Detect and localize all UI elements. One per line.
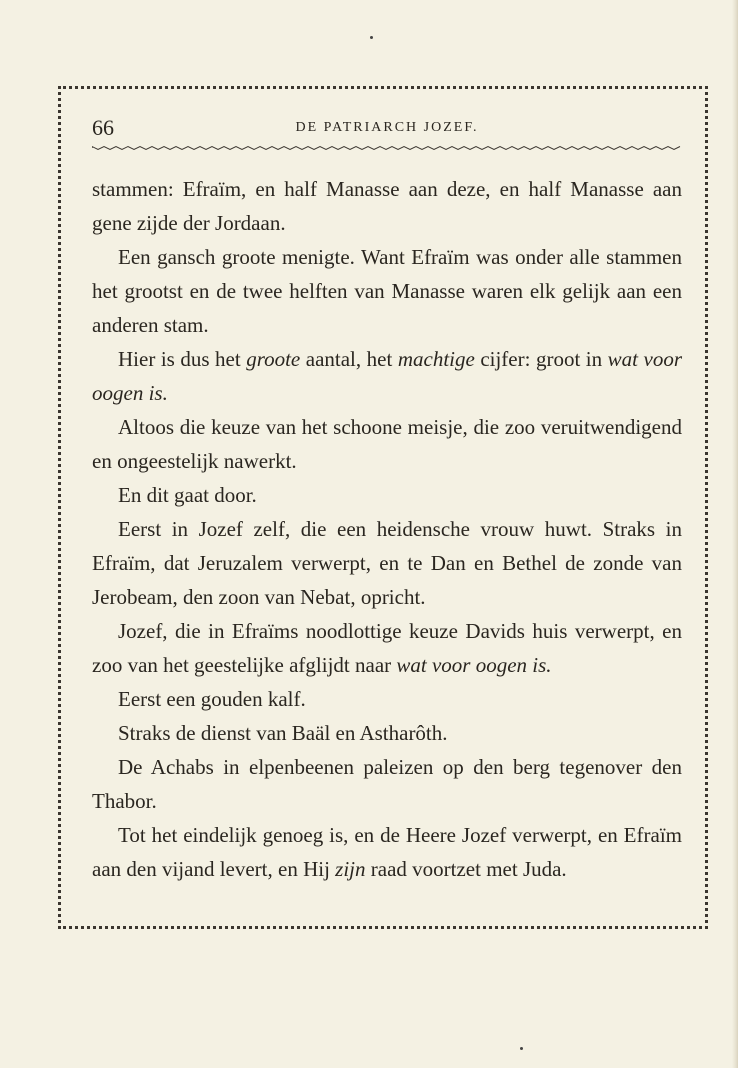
paragraph bbox=[92, 750, 682, 818]
text-run: Tot het eindelijk genoeg is, en de Heere Jozef verwerpt, en Efraïm aan den vijand levert, en Hij bbox=[92, 823, 682, 881]
paragraph bbox=[92, 682, 682, 716]
text-run: Een gansch groote menigte. Want Efraïm was onder alle stammen het grootst en de twee helften van Manasse waren elk gelijk aan een anderen stam. bbox=[92, 245, 682, 337]
text-run: Eerst een gouden kalf. bbox=[118, 687, 306, 711]
paragraph bbox=[92, 342, 682, 410]
paragraph bbox=[92, 478, 682, 512]
text-run: Hier is dus het bbox=[118, 347, 247, 371]
page-number: 66 bbox=[92, 115, 114, 140]
paragraph bbox=[92, 716, 682, 750]
paragraph bbox=[92, 614, 682, 682]
text-run: En dit gaat door. bbox=[118, 483, 257, 507]
paragraph bbox=[92, 240, 682, 342]
running-title: DE PATRIARCH JOZEF. bbox=[295, 120, 479, 135]
paragraph bbox=[92, 172, 682, 240]
page-edge-shadow bbox=[732, 0, 738, 1068]
text-run: Eerst in Jozef zelf, die een heidensche vrouw huwt. Straks in Efraïm, dat Jeruzalem verwerpt, en te Dan en Bethel de zonde van Jerobeam, den zoon van Nebat, opricht. bbox=[92, 517, 682, 609]
italic-phrase: groote bbox=[246, 347, 301, 371]
italic-phrase: wat voor oogen is. bbox=[396, 653, 552, 677]
text-run: raad voortzet met Juda. bbox=[365, 857, 567, 881]
text-run: stammen: Efraïm, en half Manasse aan deze, en half Manasse aan gene zijde der Jordaan. bbox=[92, 177, 682, 235]
ink-speck bbox=[370, 36, 373, 39]
paragraph bbox=[92, 512, 682, 614]
ink-speck bbox=[520, 1047, 523, 1050]
running-header bbox=[92, 116, 682, 140]
wavy-header-rule bbox=[92, 144, 682, 152]
text-run: Jozef, die in Efraïms noodlottige keuze Davids huis verwerpt, en zoo van het geestelijke afglijdt naar bbox=[92, 619, 682, 677]
text-run: Altoos die keuze van het schoone meisje, die zoo veruitwendigend en ongeestelijk nawerkt. bbox=[92, 415, 682, 473]
body-text bbox=[92, 172, 682, 886]
italic-phrase: wat voor oogen is. bbox=[92, 347, 682, 405]
italic-phrase: zijn bbox=[335, 857, 366, 881]
text-run: cijfer: groot in bbox=[474, 347, 608, 371]
text-run: Straks de dienst van Baäl en Astharôth. bbox=[118, 721, 448, 745]
paragraph bbox=[92, 818, 682, 886]
text-run: De Achabs in elpenbeenen paleizen op den berg tegenover den Thabor. bbox=[92, 755, 682, 813]
italic-phrase: machtige bbox=[397, 347, 475, 371]
paragraph bbox=[92, 410, 682, 478]
text-run: aantal, het bbox=[300, 347, 398, 371]
